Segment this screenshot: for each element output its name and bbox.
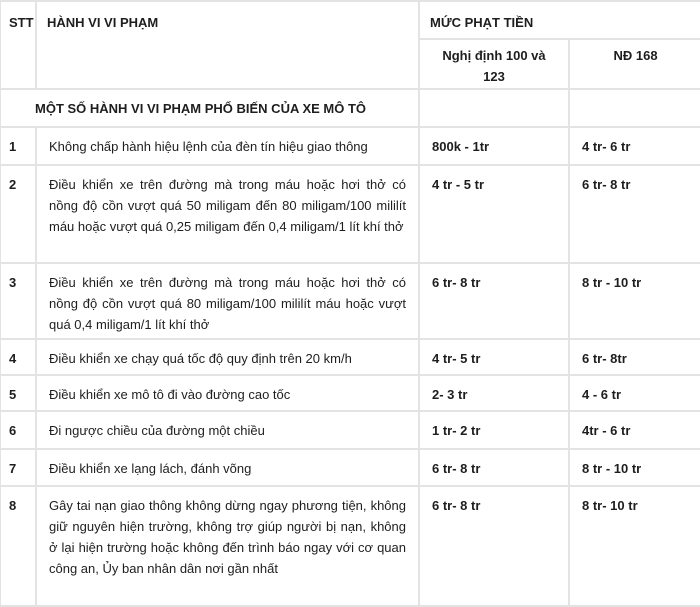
row-behavior: Điều khiển xe lạng lách, đánh võng — [36, 449, 419, 486]
row-stt: 7 — [0, 449, 36, 486]
header-fine: MỨC PHẠT TIỀN — [419, 1, 700, 39]
table-row — [0, 449, 700, 486]
row-behavior: Điều khiển xe mô tô đi vào đường cao tốc — [36, 375, 419, 411]
row-fine-old: 6 tr- 8 tr — [419, 486, 569, 606]
row-fine-new: 8 tr - 10 tr — [569, 449, 700, 486]
section-title: MỘT SỐ HÀNH VI VI PHẠM PHỔ BIẾN CỦA XE MÔ TÔ — [0, 89, 419, 127]
row-behavior: Đi ngược chiều của đường một chiều — [36, 411, 419, 449]
table-row — [0, 127, 700, 165]
row-fine-old: 6 tr- 8 tr — [419, 449, 569, 486]
table-row — [0, 486, 700, 606]
row-behavior: Điều khiển xe trên đường mà trong máu hoặc hơi thở có nồng độ cồn vượt quá 50 miligam đến 80 miligam/100 mililít máu hoặc vượt quá 0,25 miligam đến 0,4 miligam/1 lít khí thở — [36, 165, 419, 263]
row-fine-old: 2- 3 tr — [419, 375, 569, 411]
row-stt: 5 — [0, 375, 36, 411]
row-stt: 6 — [0, 411, 36, 449]
row-fine-old: 4 tr- 5 tr — [419, 339, 569, 375]
row-fine-new: 6 tr- 8 tr — [569, 165, 700, 263]
row-fine-new: 4tr - 6 tr — [569, 411, 700, 449]
row-behavior: Điều khiển xe chạy quá tốc độ quy định trên 20 km/h — [36, 339, 419, 375]
header-col-new: NĐ 168 — [569, 39, 700, 89]
header-stt: STT — [0, 1, 36, 89]
row-fine-old: 800k - 1tr — [419, 127, 569, 165]
row-behavior: Điều khiển xe trên đường mà trong máu hoặc hơi thở có nồng độ cồn vượt quá 80 miligam/100 mililít máu hoặc vượt quá 0,4 miligam/1 lít khí thở — [36, 263, 419, 339]
row-stt: 2 — [0, 165, 36, 263]
row-behavior: Không chấp hành hiệu lệnh của đèn tín hiệu giao thông — [36, 127, 419, 165]
header-col-old: Nghị định 100 và 123 — [419, 39, 569, 89]
row-fine-old: 4 tr - 5 tr — [419, 165, 569, 263]
row-stt: 1 — [0, 127, 36, 165]
table-row — [0, 263, 700, 339]
row-fine-new: 4 tr- 6 tr — [569, 127, 700, 165]
table-row — [0, 339, 700, 375]
table-row — [0, 165, 700, 263]
table-row — [0, 375, 700, 411]
header-behavior: HÀNH VI VI PHẠM — [36, 1, 419, 89]
row-fine-new: 8 tr- 10 tr — [569, 486, 700, 606]
row-fine-new: 8 tr - 10 tr — [569, 263, 700, 339]
empty-cell — [569, 89, 700, 127]
row-fine-new: 6 tr- 8tr — [569, 339, 700, 375]
row-behavior: Gây tai nạn giao thông không dừng ngay phương tiện, không giữ nguyên hiện trường, không trợ giúp người bị nạn, không ở lại hiện trường hoặc không đến trình báo ngay với cơ quan công an, Ủy ban nhân dân nơi gần nhất — [36, 486, 419, 606]
row-fine-old: 1 tr- 2 tr — [419, 411, 569, 449]
row-stt: 8 — [0, 486, 36, 606]
table-row — [0, 411, 700, 449]
row-fine-new: 4 - 6 tr — [569, 375, 700, 411]
row-stt: 4 — [0, 339, 36, 375]
empty-cell — [419, 89, 569, 127]
row-fine-old: 6 tr- 8 tr — [419, 263, 569, 339]
row-stt: 3 — [0, 263, 36, 339]
